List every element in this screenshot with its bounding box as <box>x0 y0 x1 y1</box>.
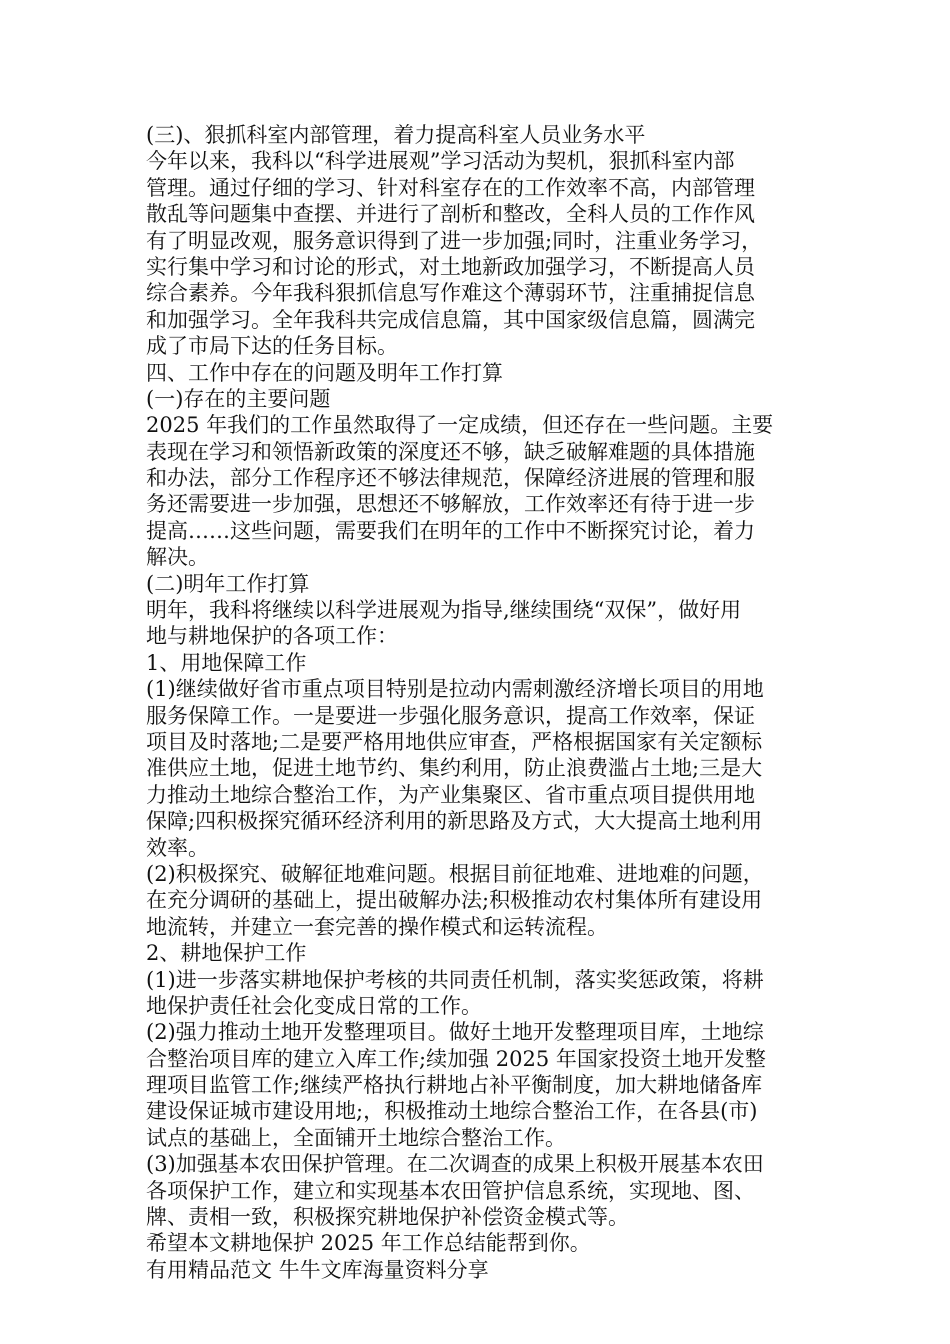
paragraph-line: 表现在学习和领悟新政策的深度还不够，缺乏破解难题的具体措施 <box>146 439 755 464</box>
paragraph-line: (2)强力推动土地开发整理项目。做好土地开发整理项目库，土地综 <box>146 1020 764 1045</box>
paragraph-line: 理项目监管工作;继续严格执行耕地占补平衡制度，加大耕地储备库 <box>146 1073 763 1098</box>
subsection-heading-plan: (二)明年工作打算 <box>146 571 310 596</box>
paragraph-line: 效率。 <box>146 835 209 860</box>
paragraph-line: 成了市局下达的任务目标。 <box>146 334 398 359</box>
paragraph-line: 解决。 <box>146 545 209 570</box>
paragraph-line: 合整治项目库的建立入库工作;续加强 2025 年国家投资土地开发整 <box>146 1046 766 1071</box>
paragraph-line: 实行集中学习和讨论的形式，对土地新政加强学习，不断提高人员 <box>146 254 755 279</box>
paragraph-line: 有了明显改观，服务意识得到了进一步加强;同时，注重业务学习， <box>146 228 763 253</box>
paragraph-line: 综合素养。今年我科狠抓信息写作难这个薄弱环节，注重捕捉信息 <box>146 281 755 306</box>
paragraph-line: 管理。通过仔细的学习、针对科室存在的工作效率不高，内部管理 <box>146 175 755 200</box>
paragraph-line: 务还需要进一步加强，思想还不够解放，工作效率还有待于进一步 <box>146 492 755 517</box>
section-heading-4: 四、工作中存在的问题及明年工作打算 <box>146 360 503 385</box>
paragraph-line: 2025 年我们的工作虽然取得了一定成绩，但还存在一些问题。主要 <box>146 413 774 438</box>
paragraph-line: 建设保证城市建设用地;，积极推动土地综合整治工作，在各县(市) <box>146 1099 758 1124</box>
paragraph-line: 准供应土地，促进土地节约、集约利用，防止浪费滥占土地;三是大 <box>146 756 763 781</box>
subsection-heading-problems: (一)存在的主要问题 <box>146 386 331 411</box>
paragraph-line: 试点的基础上，全面铺开土地综合整治工作。 <box>146 1125 566 1150</box>
paragraph-line: 力推动土地综合整治工作，为产业集聚区、省市重点项目提供用地 <box>146 782 755 807</box>
paragraph-line: 项目及时落地;二是要严格用地供应审查，严格根据国家有关定额标 <box>146 729 763 754</box>
paragraph-line: 地保护责任社会化变成日常的工作。 <box>146 993 482 1018</box>
paragraph-line: 在充分调研的基础上，提出破解办法;积极推动农村集体所有建设用 <box>146 888 763 913</box>
item-heading-farmland: 2、耕地保护工作 <box>146 941 307 966</box>
paragraph-line: (1)继续做好省市重点项目特别是拉动内需刺激经济增长项目的用地 <box>146 677 764 702</box>
section-heading-3: (三)、狠抓科室内部管理，着力提高科室人员业务水平 <box>146 123 646 147</box>
paragraph-line: 和加强学习。全年我科共完成信息篇，其中国家级信息篇，圆满完 <box>146 307 755 332</box>
paragraph-line: 牌、责相一致，积极探究耕地保护补偿资金模式等。 <box>146 1205 629 1230</box>
paragraph-line: 提高……这些问题，需要我们在明年的工作中不断探究讨论，着力 <box>146 518 755 543</box>
paragraph-line: (3)加强基本农田保护管理。在二次调查的成果上积极开展基本农田 <box>146 1152 764 1177</box>
paragraph-line: 地流转，并建立一套完善的操作模式和运转流程。 <box>146 914 608 939</box>
paragraph-line: 地与耕地保护的各项工作： <box>146 624 398 649</box>
footer-line: 有用精品范文 牛牛文库海量资料分享 <box>146 1257 489 1282</box>
paragraph-line: (2)积极探究、破解征地难问题。根据目前征地难、进地难的问题， <box>146 861 764 886</box>
paragraph-line: 今年以来，我科以“科学进展观”学习活动为契机，狠抓科室内部 <box>146 149 735 174</box>
paragraph-line: (1)进一步落实耕地保护考核的共同责任机制，落实奖惩政策，将耕 <box>146 967 764 992</box>
paragraph-line: 明年，我科将继续以科学进展观为指导,继续围绕“双保”，做好用 <box>146 598 742 623</box>
document-body <box>146 122 806 1283</box>
paragraph-line: 和办法，部分工作程序还不够法律规范，保障经济进展的管理和服 <box>146 466 755 491</box>
closing-line: 希望本文耕地保护 2025 年工作总结能帮到你。 <box>146 1231 591 1256</box>
paragraph-line: 各项保护工作，建立和实现基本农田管护信息系统，实现地、图、 <box>146 1178 755 1203</box>
paragraph-line: 散乱等问题集中查摆、并进行了剖析和整改，全科人员的工作作风 <box>146 202 755 227</box>
paragraph-line: 服务保障工作。一是要进一步强化服务意识，提高工作效率，保证 <box>146 703 755 728</box>
item-heading-land-use: 1、用地保障工作 <box>146 650 307 675</box>
paragraph-line: 保障;四积极探究循环经济利用的新思路及方式，大大提高土地利用 <box>146 809 763 834</box>
